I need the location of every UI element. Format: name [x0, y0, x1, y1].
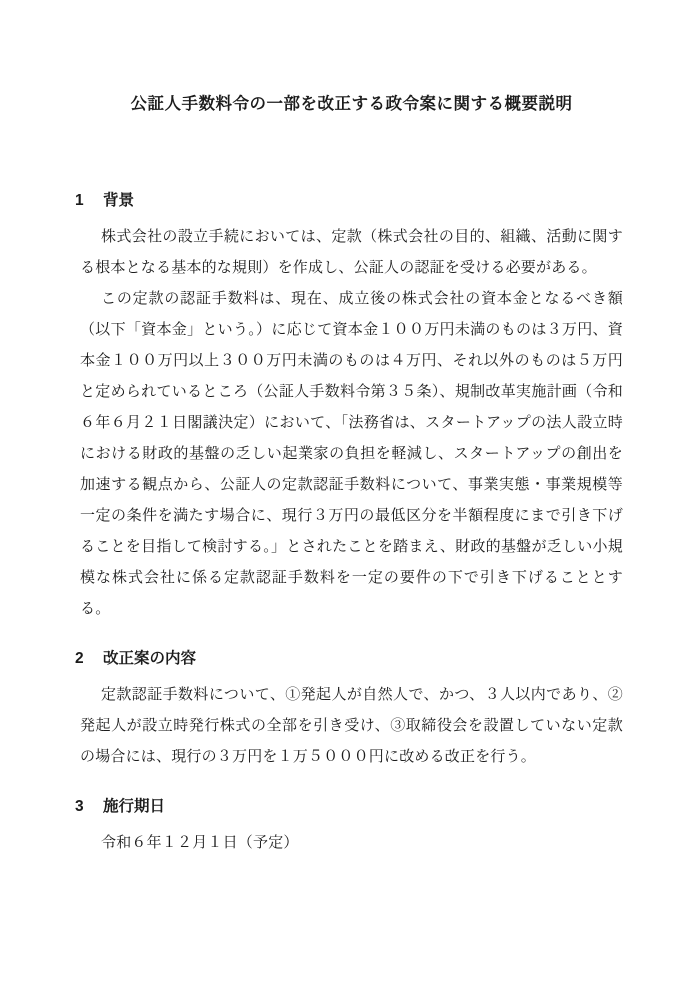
- section-3-title: 施行期日: [103, 798, 166, 815]
- document-title: 公証人手数料令の一部を改正する政令案に関する概要説明: [130, 95, 573, 113]
- section-3-heading: [75, 797, 623, 817]
- section-1-heading: [75, 191, 623, 211]
- section-1-title: 背景: [103, 192, 135, 209]
- section-2-paragraph-1: 定款認証手数料について、①発起人が自然人で、かつ、３人以内であり、②発起人が設立時発行株式の全部を引き受け、③取締役会を設置していない定款の場合には、現行の３万円を１万５０００円に改める改正を行う。: [80, 687, 623, 765]
- section-3-number: 3: [75, 798, 84, 815]
- section-3-paragraph-1: 令和６年１２月１日（予定）: [101, 835, 299, 851]
- section-2-title: 改正案の内容: [103, 650, 197, 667]
- section-1-paragraph-1: 株式会社の設立手続においては、定款（株式会社の目的、組織、活動に関する根本となる基本的な規則）を作成し、公証人の認証を受ける必要がある。: [80, 229, 623, 276]
- section-effective-date: [75, 797, 623, 859]
- section-2-heading: [75, 649, 623, 669]
- section-2-number: 2: [75, 650, 84, 667]
- section-1-paragraph-2: この定款の認証手数料は、現在、成立後の株式会社の資本金となるべき額（以下「資本金」という。）に応じて資本金１００万円未満のものは３万円、資本金１００万円以上３００万円未満のものは４万円、それ以外のものは５万円と定められているところ（公証人手数料令第３５条）、規制改革実施計画（令和６年６月２１日閣議決定）において、「法務省は、スタートアップの法人設立時における財政的基盤の乏しい起業家の負担を軽減し、スタートアップの創出を加速する観点から、公証人の定款認証手数料について、事業実態・事業規模等一定の条件を満たす場合に、現行３万円の最低区分を半額程度にまで引き下げることを目指して検討する。」とされたことを踏まえ、財政的基盤が乏しい小規模な株式会社に係る定款認証手数料を一定の要件の下で引き下げることとする。: [80, 291, 623, 617]
- section-background: [75, 191, 623, 625]
- section-1-number: 1: [75, 192, 84, 209]
- section-amendment-content: [75, 649, 623, 773]
